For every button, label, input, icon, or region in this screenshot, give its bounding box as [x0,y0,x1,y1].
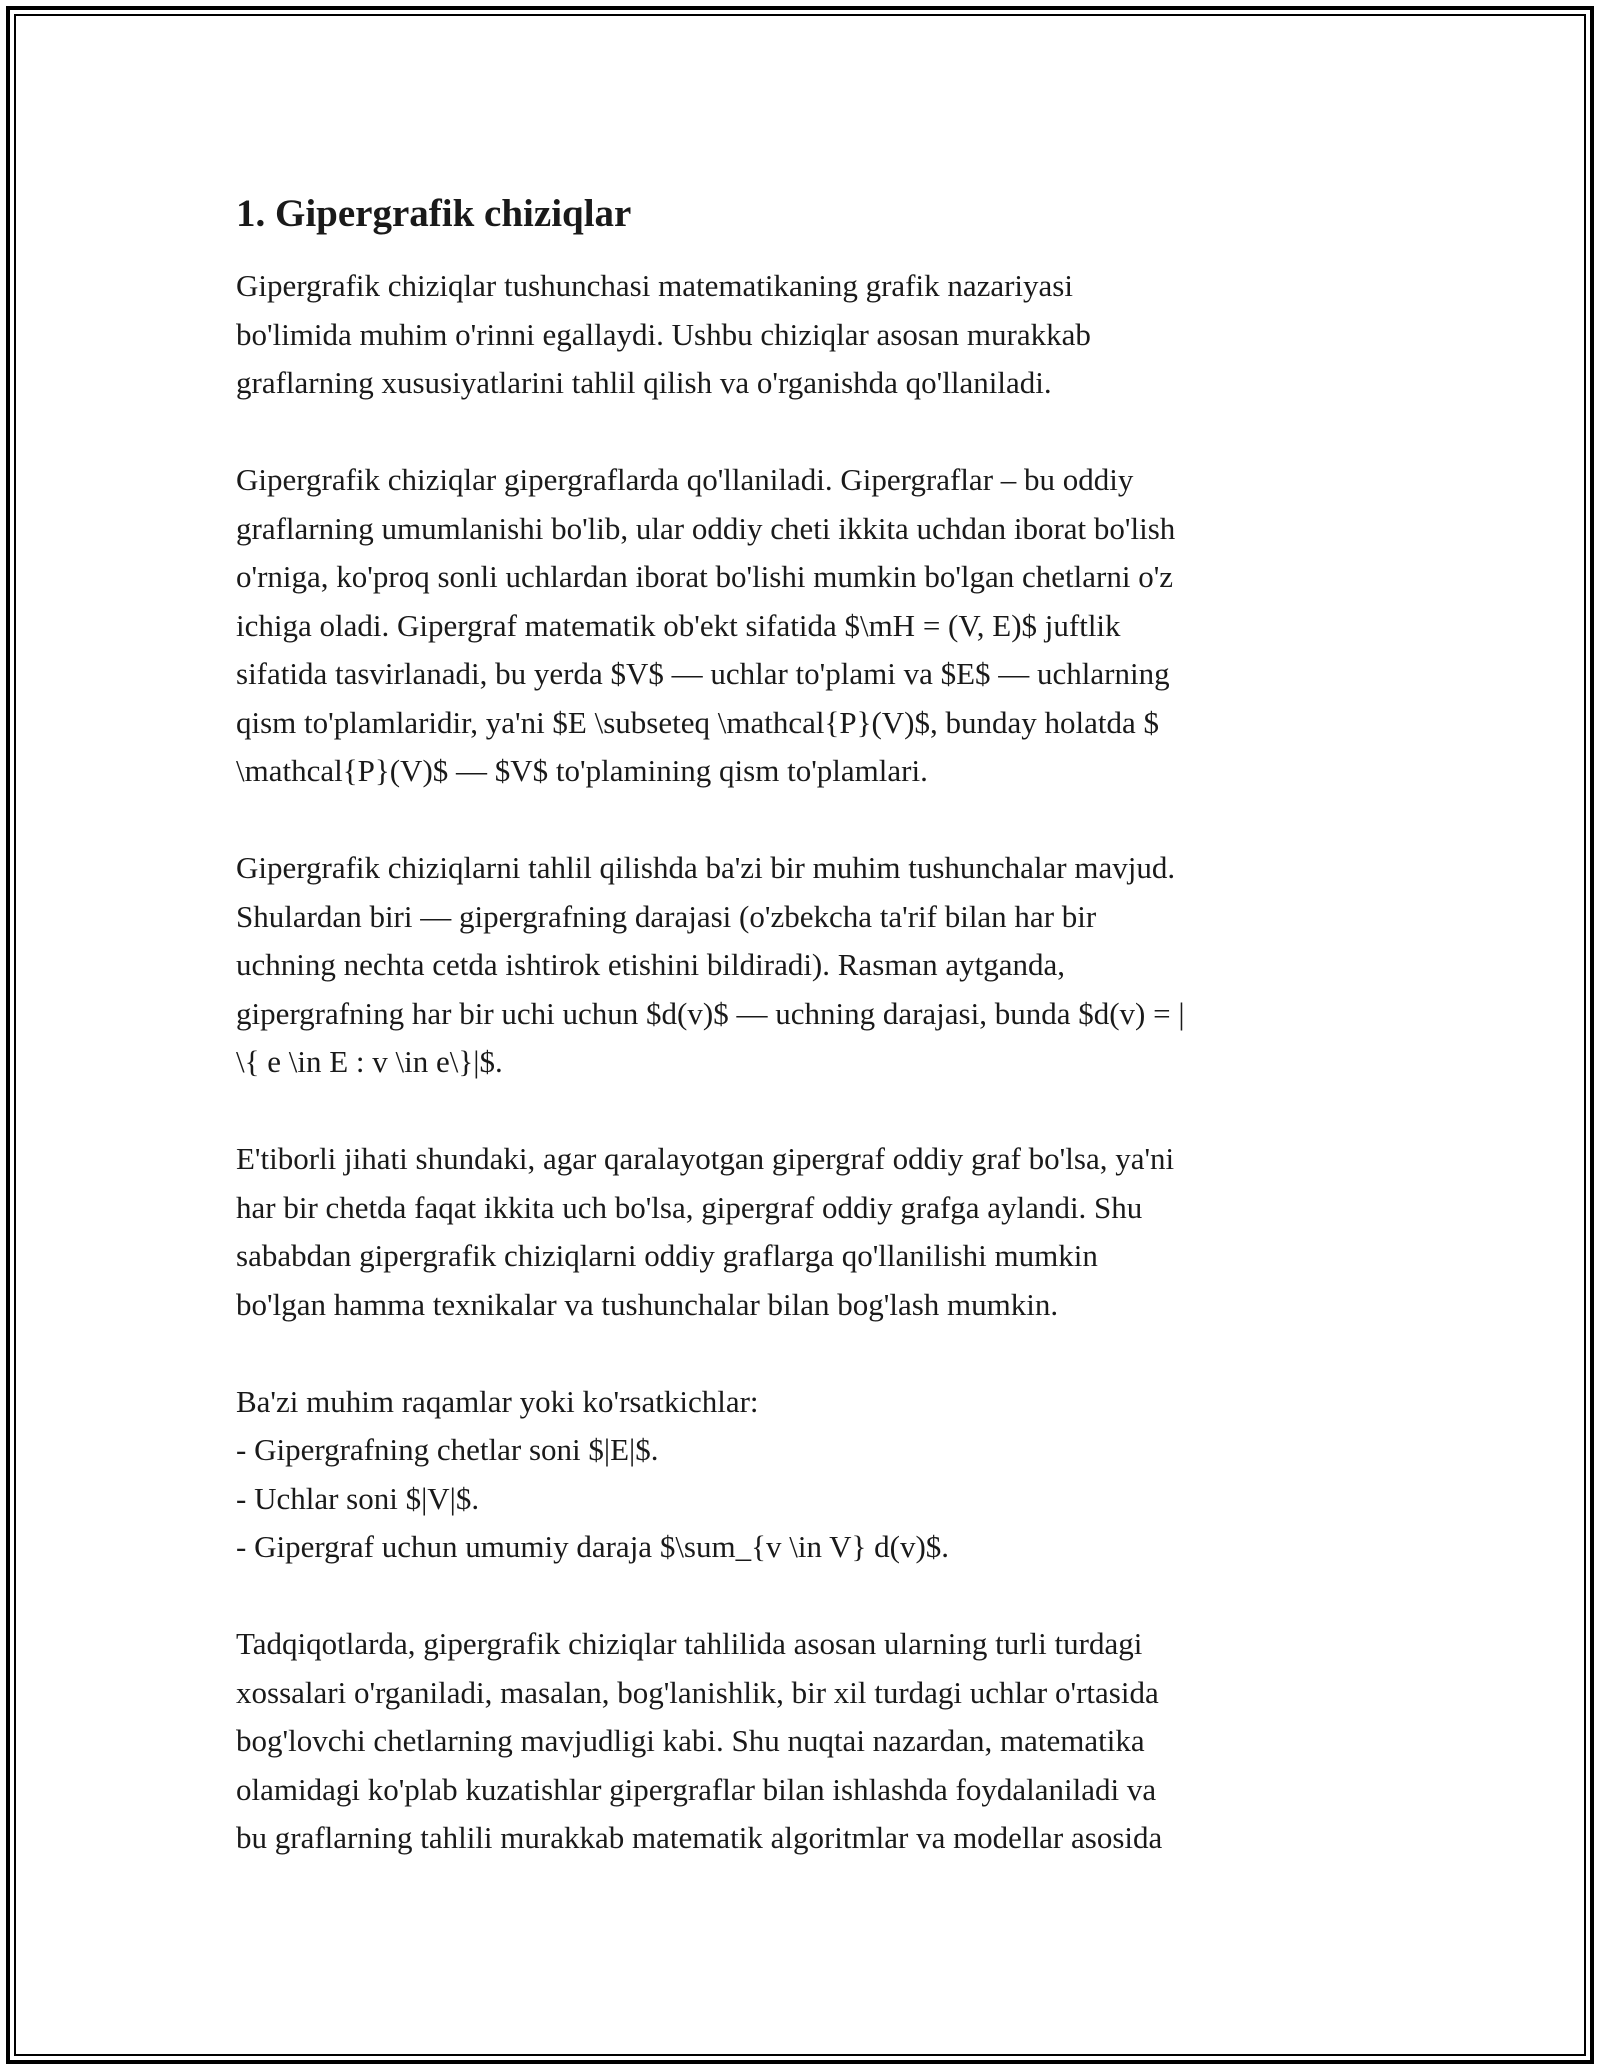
document-body [236,188,1366,1911]
paragraph-degree [236,844,1366,1087]
paragraph-line: sababdan gipergrafik chiziqlarni oddiy graflarga qo'llanilishi mumkin [236,1238,1098,1273]
paragraph-research [236,1620,1366,1863]
paragraph-line: sifatida tasvirlanadi, bu yerda $V$ — uchlar to'plami va $E$ — uchlarning [236,656,1170,691]
list-item: - Uchlar soni $|V|$. [236,1480,480,1516]
list-intro: Ba'zi muhim raqamlar yoki ko'rsatkichlar: [236,1383,759,1419]
paragraph-line: graflarning umumlanishi bo'lib, ular oddiy cheti ikkita uchdan iborat bo'lish [236,510,1176,546]
list-item: - Gipergraf uchun umumiy daraja $\sum_{v \in V} d(v)$. [236,1529,950,1564]
section-heading: 1. Gipergrafik chiziqlar [236,192,632,235]
paragraph-line: olamidagi ko'plab kuzatishlar gipergraflar bilan ishlashda foydalaniladi va [236,1771,1157,1807]
paragraph-line: graflarning xususiyatlarini tahlil qilish va o'rganishda qo'llaniladi. [236,365,1052,400]
paragraph-line: bog'lovchi chetlarning mavjudligi kabi. Shu nuqtai nazardan, matematika [236,1723,1145,1758]
paragraph-intro [236,262,1366,408]
paragraph-line: Gipergrafik chiziqlar tushunchasi matematikaning grafik nazariyasi [236,268,1073,303]
paragraph-line: qism to'plamlaridir, ya'ni $E \subseteq \mathcal{P}(V)$, bunday holatda $ [236,704,1160,740]
paragraph-line: har bir chetda faqat ikkita uch bo'lsa, gipergraf oddiy grafga aylandi. Shu [236,1189,1143,1225]
paragraph-hypergraph-definition [236,456,1366,796]
paragraph-line: Tadqiqotlarda, gipergrafik chiziqlar tahlilida asosan ularning turli turdagi [236,1626,1143,1661]
paragraph-metrics-list [236,1378,1366,1572]
paragraph-line: o'rniga, ko'proq sonli uchlardan iborat bo'lishi mumkin bo'lgan chetlarni o'z [236,559,1174,594]
paragraph-line: xossalari o'rganiladi, masalan, bog'lanishlik, bir xil turdagi uchlar o'rtasida [236,1674,1159,1710]
paragraph-line: \{ e \in E : v \in e\}|$. [236,1044,503,1079]
paragraph-line: Shulardan biri — gipergrafning darajasi (o'zbekcha ta'rif bilan har bir [236,898,1097,934]
paragraph-line: \mathcal{P}(V)$ — $V$ to'plamining qism to'plamlari. [236,753,928,788]
paragraph-line: bo'limida muhim o'rinni egallaydi. Ushbu chiziqlar asosan murakkab [236,316,1091,352]
paragraph-line: Gipergrafik chiziqlarni tahlil qilishda ba'zi bir muhim tushunchalar mavjud. [236,850,1176,885]
list-item: - Gipergrafning chetlar soni $|E|$. [236,1432,659,1467]
paragraph-line: bu graflarning tahlili murakkab matematik algoritmlar va modellar asosida [236,1820,1163,1855]
paragraph-line: uchning nechta cetda ishtirok etishini bildiradi). Rasman aytganda, [236,947,1066,982]
paragraph-line: gipergrafning har bir uchi uchun $d(v)$ — uchning darajasi, bunda $d(v) = | [236,995,1185,1031]
paragraph-line: bo'lgan hamma texnikalar va tushunchalar bilan bog'lash mumkin. [236,1286,1059,1322]
paragraph-line: E'tiborli jihati shundaki, agar qaralayotgan gipergraf oddiy graf bo'lsa, ya'ni [236,1141,1175,1176]
paragraph-line: Gipergrafik chiziqlar gipergraflarda qo'llaniladi. Gipergraflar – bu oddiy [236,462,1134,497]
paragraph-simple-graph [236,1135,1366,1329]
paragraph-line: ichiga oladi. Gipergraf matematik ob'ekt sifatida $\mH = (V, E)$ juftlik [236,607,1121,643]
